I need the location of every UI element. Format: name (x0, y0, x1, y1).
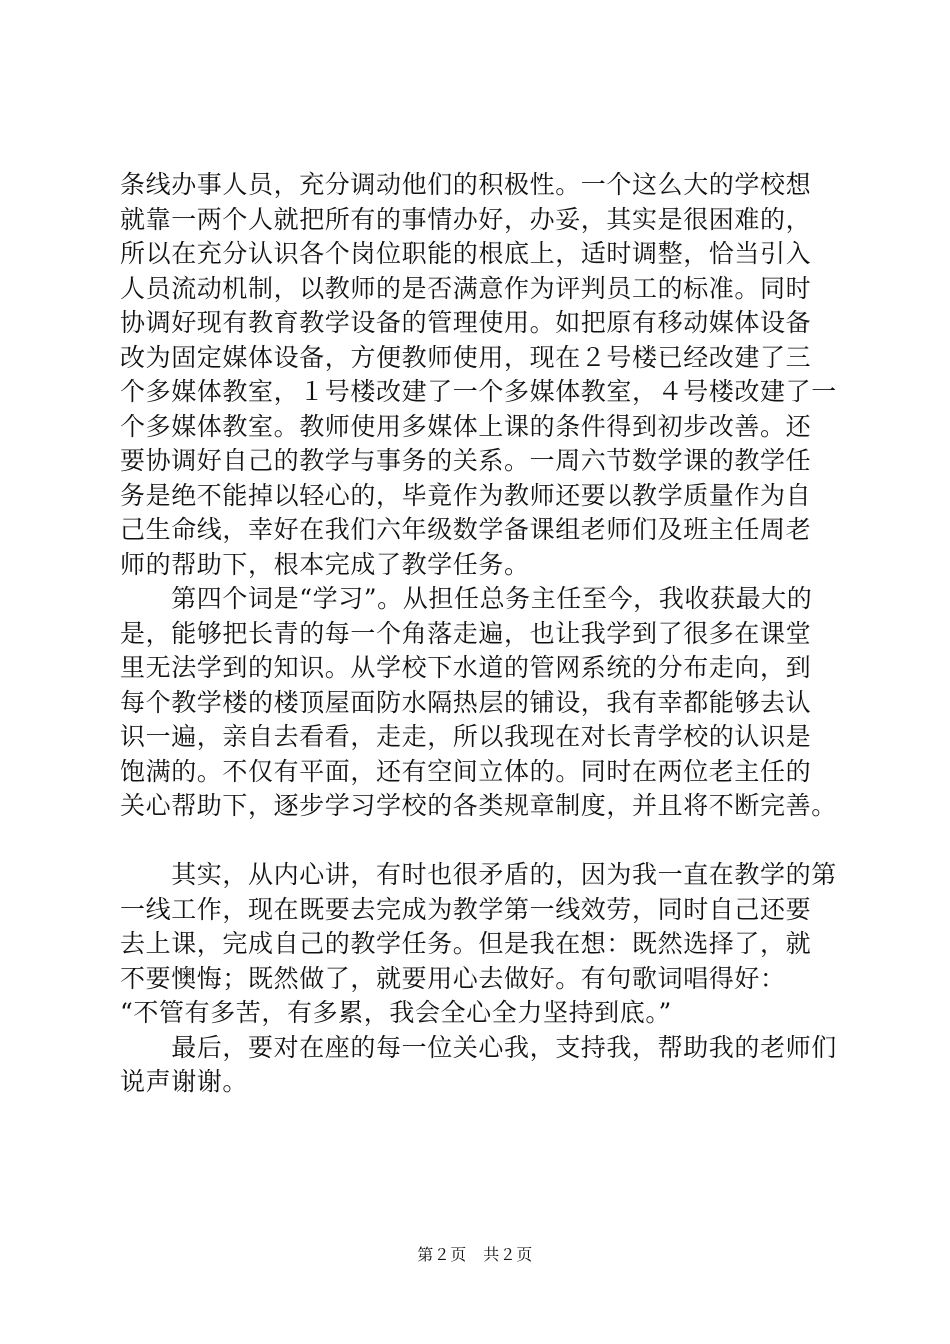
text-line: 人员流动机制，以教师的是否满意作为评判员工的标准。同时 (120, 273, 812, 303)
text-line: 里无法学到的知识。从学校下水道的管网系统的分布走向，到 (120, 653, 812, 682)
text-line: 最后，要对在座的每一位关心我，支持我，帮助我的老师们 (120, 1032, 837, 1062)
text-line: “不管有多苦，有多累，我会全心全力坚持到底。” (120, 998, 672, 1027)
text-line: 务是绝不能掉以轻心的，毕竟作为教师还要以教学质量作为自 (120, 480, 812, 510)
text-line: 说声谢谢。 (120, 1067, 249, 1096)
text-line: 一线工作，现在既要去完成为教学第一线效劳，同时自己还要 (120, 894, 812, 924)
text-line: 协调好现有教育教学设备的管理使用。如把原有移动媒体设备 (120, 308, 812, 337)
paragraph-gap (120, 824, 860, 859)
text-line: 改为固定媒体设备，方便教师使用，现在２号楼已经改建了三 (120, 342, 812, 372)
text-line: 己生命线，幸好在我们六年级数学备课组老师们及班主任周老 (120, 515, 812, 544)
text-line: 每个教学楼的楼顶屋面防水隔热层的铺设，我有幸都能够去认 (120, 687, 812, 717)
text-line: 个多媒体教室，１号楼改建了一个多媒体教室，４号楼改建了一 (120, 377, 837, 406)
text-line: 个多媒体教室。教师使用多媒体上课的条件得到初步改善。还 (120, 411, 812, 441)
text-line: 不要懊悔；既然做了，就要用心去做好。有句歌词唱得好： (120, 963, 786, 993)
text-line: 师的帮助下，根本完成了教学任务。 (120, 549, 530, 579)
text-line: 是，能够把长青的每一个角落走遍，也让我学到了很多在课堂 (120, 618, 812, 648)
text-line: 就靠一两个人就把所有的事情办好，办妥，其实是很困难的， (120, 204, 812, 234)
text-line: 其实，从内心讲，有时也很矛盾的，因为我一直在教学的第 (120, 860, 837, 889)
text-line: 饱满的。不仅有平面，还有空间立体的。同时在两位老主任的 (120, 756, 812, 786)
text-line: 识一遍，亲自去看看，走走，所以我现在对长青学校的认识是 (120, 722, 812, 751)
text-line: 关心帮助下，逐步学习学校的各类规章制度，并且将不断完善。 (120, 791, 837, 820)
page-footer: 第２页 共２页 (417, 1245, 533, 1264)
text-line: 所以在充分认识各个岗位职能的根底上，适时调整，恰当引入 (120, 239, 812, 268)
text-line: 条线办事人员，充分调动他们的积极性。一个这么大的学校想 (120, 170, 812, 199)
text-line: 去上课，完成自己的教学任务。但是我在想：既然选择了，就 (120, 929, 812, 958)
document-body (120, 168, 860, 1100)
text-line: 第四个词是“学习”。从担任总务主任至今，我收获最大的 (120, 584, 813, 613)
text-line: 要协调好自己的教学与事务的关系。一周六节数学课的教学任 (120, 446, 812, 475)
